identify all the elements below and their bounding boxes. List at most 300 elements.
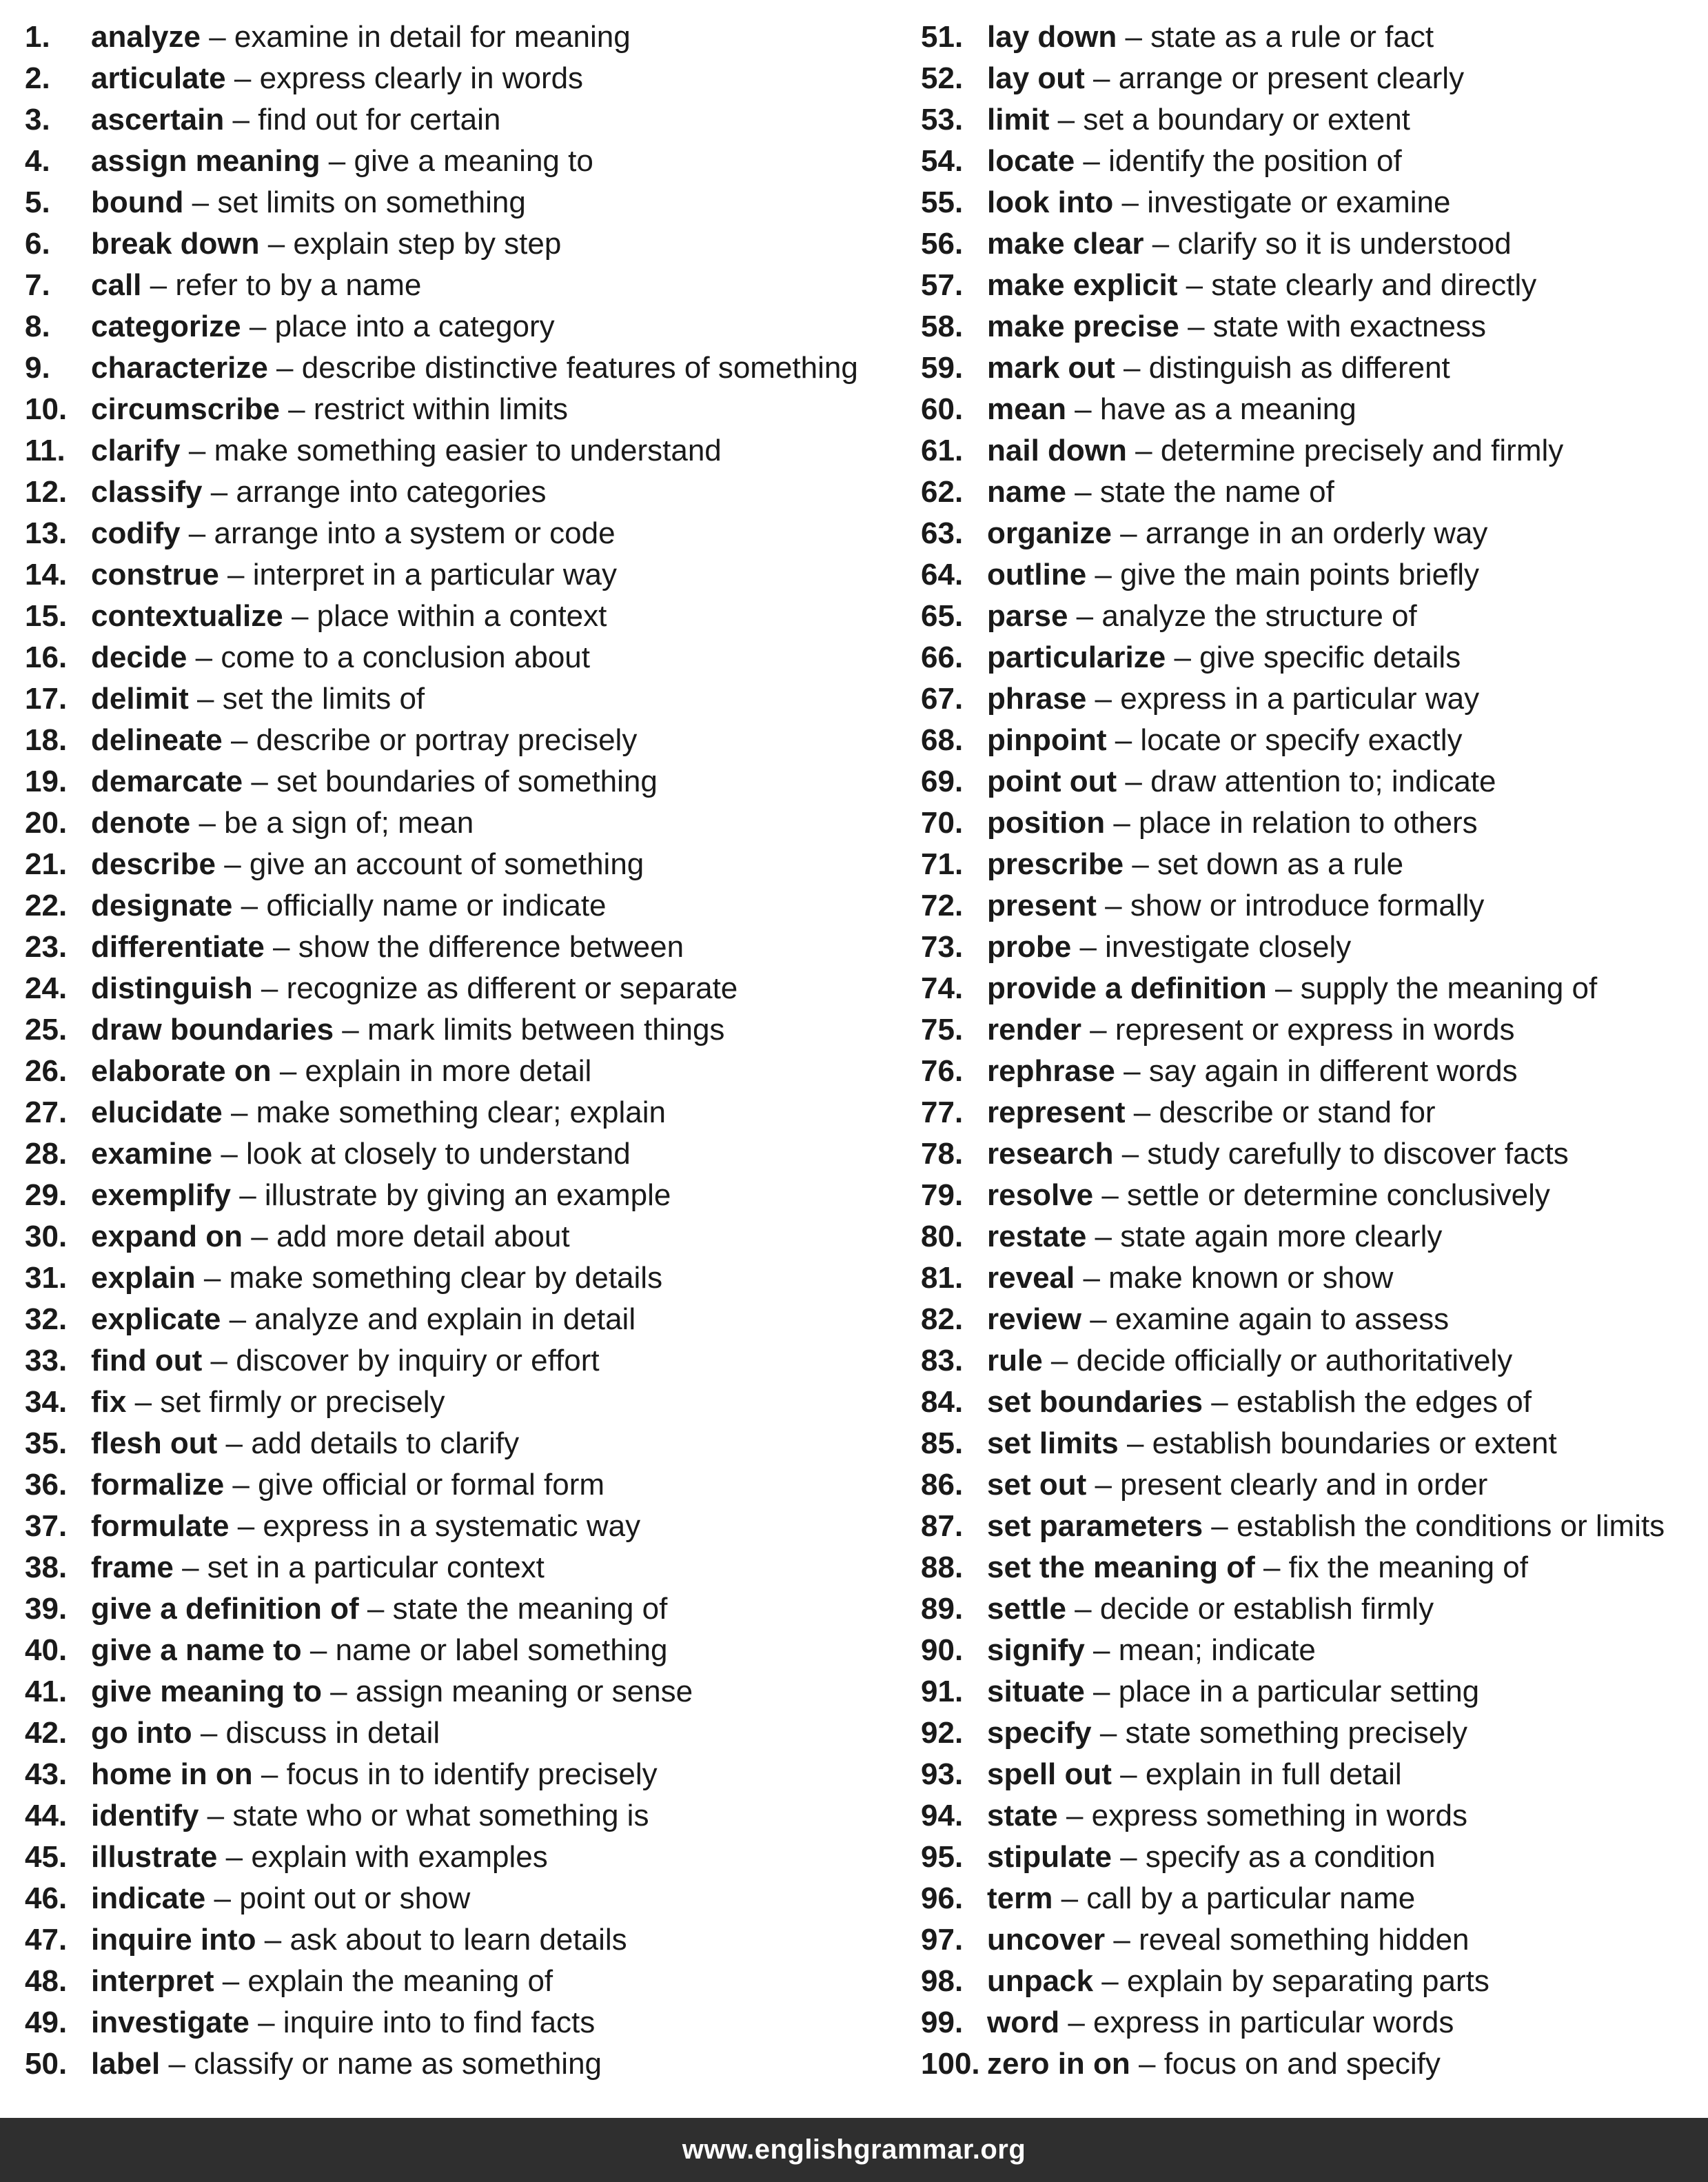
entry-number: 39. xyxy=(25,1592,68,1626)
entry-text xyxy=(91,678,425,720)
entry-text xyxy=(987,1713,1467,1754)
entry-definition: place in relation to others xyxy=(1139,806,1478,840)
entry-number: 22. xyxy=(25,889,68,922)
footer-website-url: www.englishgrammar.org xyxy=(682,2134,1026,2165)
entry-text xyxy=(987,1795,1467,1837)
list-item xyxy=(921,927,1693,968)
list-item xyxy=(25,2043,880,2085)
list-item xyxy=(921,844,1693,885)
entry-number: 93. xyxy=(921,1757,964,1791)
list-item xyxy=(921,1299,1693,1340)
entry-term: give a definition of xyxy=(91,1592,359,1626)
list-item xyxy=(921,1961,1693,2002)
list-item xyxy=(25,1382,880,1423)
entry-number: 49. xyxy=(25,2006,68,2039)
entry-term: analyze xyxy=(91,20,201,54)
list-item xyxy=(921,885,1693,927)
entry-definition: examine again to assess xyxy=(1115,1302,1450,1336)
entry-number: 55. xyxy=(921,185,964,219)
entry-text xyxy=(91,1671,693,1713)
entry-separator: – xyxy=(1115,1054,1149,1088)
list-item xyxy=(25,1299,880,1340)
list-item xyxy=(921,1754,1693,1795)
entry-text xyxy=(91,1630,667,1671)
entry-term: frame xyxy=(91,1550,174,1584)
entry-text xyxy=(91,58,583,99)
entry-separator: – xyxy=(1084,1675,1119,1708)
entry-text xyxy=(987,927,1351,968)
entry-text xyxy=(987,472,1334,513)
entry-text xyxy=(987,637,1461,678)
entry-number: 25. xyxy=(25,1013,68,1047)
entry-term: signify xyxy=(987,1633,1085,1667)
entry-text xyxy=(91,637,590,678)
entry-definition: give an account of something xyxy=(249,847,644,881)
entry-text xyxy=(987,389,1356,430)
entry-definition: state again more clearly xyxy=(1120,1220,1443,1253)
entry-term: explicate xyxy=(91,1302,221,1336)
entry-separator: – xyxy=(320,144,354,178)
list-item xyxy=(25,1216,880,1257)
entry-number: 17. xyxy=(25,682,68,716)
entry-definition: place in a particular setting xyxy=(1118,1675,1480,1708)
entry-definition: make something clear; explain xyxy=(256,1095,666,1129)
entry-term: represent xyxy=(987,1095,1126,1129)
entry-separator: – xyxy=(1066,475,1100,509)
list-item xyxy=(25,1464,880,1506)
entry-number: 99. xyxy=(921,2006,964,2039)
entry-text xyxy=(91,223,561,265)
entry-text xyxy=(91,596,607,637)
entry-separator: – xyxy=(183,185,218,219)
entry-number: 100. xyxy=(921,2047,980,2081)
entry-term: set the meaning of xyxy=(987,1550,1255,1584)
entry-text xyxy=(987,1837,1436,1878)
entry-term: draw boundaries xyxy=(91,1013,334,1047)
entry-separator: – xyxy=(200,20,234,54)
entry-term: formulate xyxy=(91,1509,230,1543)
entry-definition: give the main points briefly xyxy=(1120,558,1480,592)
entry-separator: – xyxy=(243,1220,276,1253)
entry-number: 68. xyxy=(921,723,964,757)
entry-text xyxy=(987,844,1403,885)
list-item xyxy=(921,389,1693,430)
entry-term: give a name to xyxy=(91,1633,302,1667)
entry-definition: specify as a condition xyxy=(1145,1840,1436,1874)
entry-term: identify xyxy=(91,1799,199,1832)
entry-definition: ask about to learn details xyxy=(289,1923,627,1957)
list-item xyxy=(921,1051,1693,1092)
entry-separator: – xyxy=(222,723,256,757)
entry-separator: – xyxy=(1086,682,1121,716)
entry-definition: point out or show xyxy=(239,1881,471,1915)
entry-separator: – xyxy=(126,1385,161,1419)
entry-number: 7. xyxy=(25,268,50,302)
entry-term: characterize xyxy=(91,351,268,385)
entry-separator: – xyxy=(212,1137,247,1171)
entry-separator: – xyxy=(215,847,250,881)
entry-number: 96. xyxy=(921,1881,964,1915)
entry-number: 57. xyxy=(921,268,964,302)
entry-definition: describe or portray precisely xyxy=(256,723,638,757)
entry-number: 89. xyxy=(921,1592,964,1626)
entry-text xyxy=(91,306,555,347)
entry-text xyxy=(91,1754,658,1795)
entry-number: 51. xyxy=(921,20,964,54)
entry-definition: make known or show xyxy=(1108,1261,1394,1295)
entry-number: 82. xyxy=(921,1302,964,1336)
entry-term: give meaning to xyxy=(91,1675,322,1708)
entry-term: phrase xyxy=(987,682,1087,716)
entry-number: 98. xyxy=(921,1964,964,1998)
entry-term: term xyxy=(987,1881,1053,1915)
entry-separator: – xyxy=(160,2047,194,2081)
entry-term: unpack xyxy=(987,1964,1094,1998)
entry-separator: – xyxy=(1126,434,1161,467)
list-item xyxy=(921,1506,1693,1547)
entry-text xyxy=(987,141,1402,182)
entry-separator: – xyxy=(195,1261,230,1295)
entry-definition: identify the position of xyxy=(1108,144,1402,178)
entry-number: 6. xyxy=(25,227,50,261)
entry-text xyxy=(91,1051,591,1092)
entry-term: elaborate on xyxy=(91,1054,272,1088)
entry-definition: look at closely to understand xyxy=(246,1137,631,1171)
entry-separator: – xyxy=(199,1799,233,1832)
entry-text xyxy=(91,99,500,141)
entry-separator: – xyxy=(1115,351,1149,385)
entry-term: point out xyxy=(987,765,1117,798)
entry-term: investigate xyxy=(91,2006,250,2039)
list-item xyxy=(921,1919,1693,1961)
list-item xyxy=(921,1547,1693,1588)
entry-definition: make something easier to understand xyxy=(214,434,722,467)
entry-number: 30. xyxy=(25,1220,68,1253)
entry-definition: inquire into to find facts xyxy=(283,2006,596,2039)
entry-separator: – xyxy=(1117,765,1151,798)
entry-separator: – xyxy=(192,1716,226,1750)
entry-text xyxy=(91,1257,662,1299)
entry-definition: arrange into a system or code xyxy=(214,516,616,550)
entry-separator: – xyxy=(1111,1840,1146,1874)
list-item xyxy=(25,182,880,223)
list-item xyxy=(25,513,880,554)
list-item xyxy=(25,1630,880,1671)
entry-text xyxy=(91,182,526,223)
entry-definition: decide officially or authoritatively xyxy=(1076,1344,1513,1377)
entry-separator: – xyxy=(1086,558,1121,592)
list-item xyxy=(921,1837,1693,1878)
entry-separator: – xyxy=(188,682,223,716)
entry-number: 69. xyxy=(921,765,964,798)
entry-definition: decide or establish firmly xyxy=(1099,1592,1434,1626)
list-item xyxy=(25,968,880,1009)
entry-separator: – xyxy=(217,1840,252,1874)
entry-definition: arrange in an orderly way xyxy=(1145,516,1488,550)
entry-text xyxy=(91,1133,631,1175)
entry-term: categorize xyxy=(91,310,241,343)
entry-separator: – xyxy=(1093,1178,1128,1212)
entry-definition: officially name or indicate xyxy=(266,889,607,922)
list-item xyxy=(921,1630,1693,1671)
entry-separator: – xyxy=(173,1550,207,1584)
list-item xyxy=(25,99,880,141)
entry-term: classify xyxy=(91,475,203,509)
entry-text xyxy=(987,802,1478,844)
entry-text xyxy=(91,1382,445,1423)
entry-term: present xyxy=(987,889,1097,922)
entry-text xyxy=(91,1009,724,1051)
list-item xyxy=(25,2002,880,2043)
entry-separator: – xyxy=(1075,144,1109,178)
entry-term: set parameters xyxy=(987,1509,1203,1543)
entry-term: designate xyxy=(91,889,233,922)
entry-number: 71. xyxy=(921,847,964,881)
list-item xyxy=(25,389,880,430)
entry-text xyxy=(987,182,1450,223)
entry-term: illustrate xyxy=(91,1840,218,1874)
entry-separator: – xyxy=(1125,1095,1159,1129)
entry-number: 4. xyxy=(25,144,50,178)
list-item xyxy=(921,761,1693,802)
entry-separator: – xyxy=(252,971,287,1005)
footer-bar xyxy=(0,2118,1708,2182)
list-item xyxy=(25,678,880,720)
entry-number: 16. xyxy=(25,640,68,674)
entry-text xyxy=(91,141,593,182)
entry-number: 13. xyxy=(25,516,68,550)
entry-separator: – xyxy=(1105,806,1139,840)
list-item xyxy=(25,1671,880,1713)
entry-separator: – xyxy=(321,1675,356,1708)
list-item xyxy=(921,678,1693,720)
entry-term: parse xyxy=(987,599,1068,633)
entry-separator: – xyxy=(1057,1799,1092,1832)
entry-definition: focus on and specify xyxy=(1163,2047,1441,2081)
entry-separator: – xyxy=(1081,1302,1115,1336)
entry-number: 41. xyxy=(25,1675,68,1708)
entry-text xyxy=(91,2002,595,2043)
list-item xyxy=(921,472,1693,513)
entry-text xyxy=(987,1630,1316,1671)
entry-text xyxy=(91,1340,600,1382)
entry-text xyxy=(987,99,1410,141)
entry-separator: – xyxy=(1093,1964,1127,1998)
list-item xyxy=(25,306,880,347)
entry-definition: mean; indicate xyxy=(1118,1633,1316,1667)
entry-separator: – xyxy=(334,1013,367,1047)
entry-text xyxy=(91,1092,666,1133)
entry-text xyxy=(987,2043,1441,2085)
entry-text xyxy=(91,968,738,1009)
entry-definition: present clearly and in order xyxy=(1120,1468,1488,1502)
list-item xyxy=(921,265,1693,306)
entry-term: set limits xyxy=(987,1426,1119,1460)
entry-definition: recognize as different or separate xyxy=(286,971,738,1005)
entry-text xyxy=(91,265,421,306)
entry-separator: – xyxy=(225,61,260,95)
entry-number: 86. xyxy=(921,1468,964,1502)
list-item xyxy=(921,1175,1693,1216)
definition-list-left xyxy=(25,17,880,2085)
entry-separator: – xyxy=(256,1923,290,1957)
entry-definition: place within a context xyxy=(316,599,607,633)
entry-definition: examine in detail for meaning xyxy=(234,20,631,54)
entry-text xyxy=(91,513,616,554)
entry-number: 54. xyxy=(921,144,964,178)
list-item xyxy=(25,1588,880,1630)
entry-definition: study carefully to discover facts xyxy=(1147,1137,1569,1171)
entry-term: contextualize xyxy=(91,599,283,633)
entry-number: 47. xyxy=(25,1923,68,1957)
entry-number: 26. xyxy=(25,1054,68,1088)
list-item xyxy=(25,1547,880,1588)
entry-term: interpret xyxy=(91,1964,214,1998)
entry-number: 48. xyxy=(25,1964,68,1998)
entry-term: name xyxy=(987,475,1066,509)
list-item xyxy=(25,1175,880,1216)
entry-definition: establish the edges of xyxy=(1236,1385,1532,1419)
entry-separator: – xyxy=(224,1468,258,1502)
entry-number: 62. xyxy=(921,475,964,509)
entry-text xyxy=(91,1299,636,1340)
entry-text xyxy=(987,554,1479,596)
entry-term: home in on xyxy=(91,1757,253,1791)
entry-definition: investigate closely xyxy=(1105,930,1352,964)
entry-definition: find out for certain xyxy=(258,103,501,137)
list-item xyxy=(25,844,880,885)
entry-definition: give official or formal form xyxy=(258,1468,604,1502)
entry-number: 28. xyxy=(25,1137,68,1171)
entry-text xyxy=(91,1216,570,1257)
entry-definition: interpret in a particular way xyxy=(252,558,617,592)
entry-definition: set boundaries of something xyxy=(276,765,658,798)
entry-number: 24. xyxy=(25,971,68,1005)
entry-number: 60. xyxy=(921,392,964,426)
entry-number: 73. xyxy=(921,930,964,964)
entry-definition: describe or stand for xyxy=(1159,1095,1436,1129)
entry-number: 40. xyxy=(25,1633,68,1667)
entry-definition: state with exactness xyxy=(1212,310,1486,343)
entry-definition: make something clear by details xyxy=(229,1261,663,1295)
entry-definition: explain by separating parts xyxy=(1126,1964,1490,1998)
entry-text xyxy=(987,885,1484,927)
entry-term: delimit xyxy=(91,682,189,716)
entry-definition: fix the meaning of xyxy=(1288,1550,1528,1584)
entry-separator: – xyxy=(1111,1757,1146,1791)
entry-number: 97. xyxy=(921,1923,964,1957)
entry-number: 20. xyxy=(25,806,68,840)
list-item xyxy=(921,99,1693,141)
entry-text xyxy=(987,1133,1569,1175)
entry-definition: clarify so it is understood xyxy=(1177,227,1512,261)
list-item xyxy=(921,347,1693,389)
list-item xyxy=(921,968,1693,1009)
entry-separator: – xyxy=(1049,103,1084,137)
entry-separator: – xyxy=(259,227,294,261)
entry-text xyxy=(987,1175,1550,1216)
entry-separator: – xyxy=(1203,1509,1237,1543)
entry-number: 65. xyxy=(921,599,964,633)
entry-definition: restrict within limits xyxy=(313,392,569,426)
entry-term: bound xyxy=(91,185,184,219)
list-item xyxy=(25,1754,880,1795)
entry-term: render xyxy=(987,1013,1081,1047)
entry-number: 45. xyxy=(25,1840,68,1874)
entry-separator: – xyxy=(222,1095,256,1129)
entry-term: nail down xyxy=(987,434,1127,467)
list-item xyxy=(25,17,880,58)
entry-definition: arrange or present clearly xyxy=(1118,61,1465,95)
entry-definition: show or introduce formally xyxy=(1130,889,1485,922)
entry-text xyxy=(987,1051,1518,1092)
entry-definition: state the meaning of xyxy=(392,1592,668,1626)
entry-term: rephrase xyxy=(987,1054,1115,1088)
entry-separator: – xyxy=(229,1509,263,1543)
entry-term: distinguish xyxy=(91,971,253,1005)
entry-separator: – xyxy=(243,765,277,798)
entry-term: differentiate xyxy=(91,930,265,964)
entry-term: explain xyxy=(91,1261,196,1295)
entry-text xyxy=(91,927,684,968)
entry-definition: call by a particular name xyxy=(1086,1881,1416,1915)
entry-separator: – xyxy=(1096,889,1130,922)
entry-term: demarcate xyxy=(91,765,243,798)
entry-text xyxy=(91,1588,667,1630)
entry-text xyxy=(987,1919,1470,1961)
entry-text xyxy=(91,1175,671,1216)
entry-term: settle xyxy=(987,1592,1066,1626)
entry-text xyxy=(91,761,658,802)
entry-number: 74. xyxy=(921,971,964,1005)
entry-number: 77. xyxy=(921,1095,964,1129)
list-item xyxy=(25,927,880,968)
entry-definition: analyze the structure of xyxy=(1101,599,1417,633)
entry-term: articulate xyxy=(91,61,226,95)
list-item xyxy=(25,1506,880,1547)
entry-definition: explain in full detail xyxy=(1145,1757,1402,1791)
entry-definition: add more detail about xyxy=(276,1220,570,1253)
entry-number: 75. xyxy=(921,1013,964,1047)
entry-separator: – xyxy=(271,1054,305,1088)
list-item xyxy=(25,885,880,927)
entry-separator: – xyxy=(1118,1426,1152,1460)
list-item xyxy=(921,1382,1693,1423)
entry-separator: – xyxy=(1179,310,1213,343)
entry-text xyxy=(987,1216,1442,1257)
list-item xyxy=(921,1588,1693,1630)
entry-number: 80. xyxy=(921,1220,964,1253)
entry-text xyxy=(91,1961,553,2002)
entry-term: examine xyxy=(91,1137,213,1171)
entry-term: look into xyxy=(987,185,1114,219)
entry-number: 43. xyxy=(25,1757,68,1791)
entry-separator: – xyxy=(1117,20,1151,54)
entry-separator: – xyxy=(1071,930,1106,964)
list-item xyxy=(25,720,880,761)
definition-list-right xyxy=(921,17,1693,2085)
entry-separator: – xyxy=(1113,1137,1148,1171)
entry-text xyxy=(987,430,1563,472)
entry-definition: give a meaning to xyxy=(354,144,593,178)
entry-number: 85. xyxy=(921,1426,964,1460)
entry-text xyxy=(91,1547,545,1588)
entry-separator: – xyxy=(1084,61,1119,95)
entry-number: 14. xyxy=(25,558,68,592)
entry-number: 12. xyxy=(25,475,68,509)
list-item xyxy=(921,802,1693,844)
list-item xyxy=(921,2043,1693,2085)
